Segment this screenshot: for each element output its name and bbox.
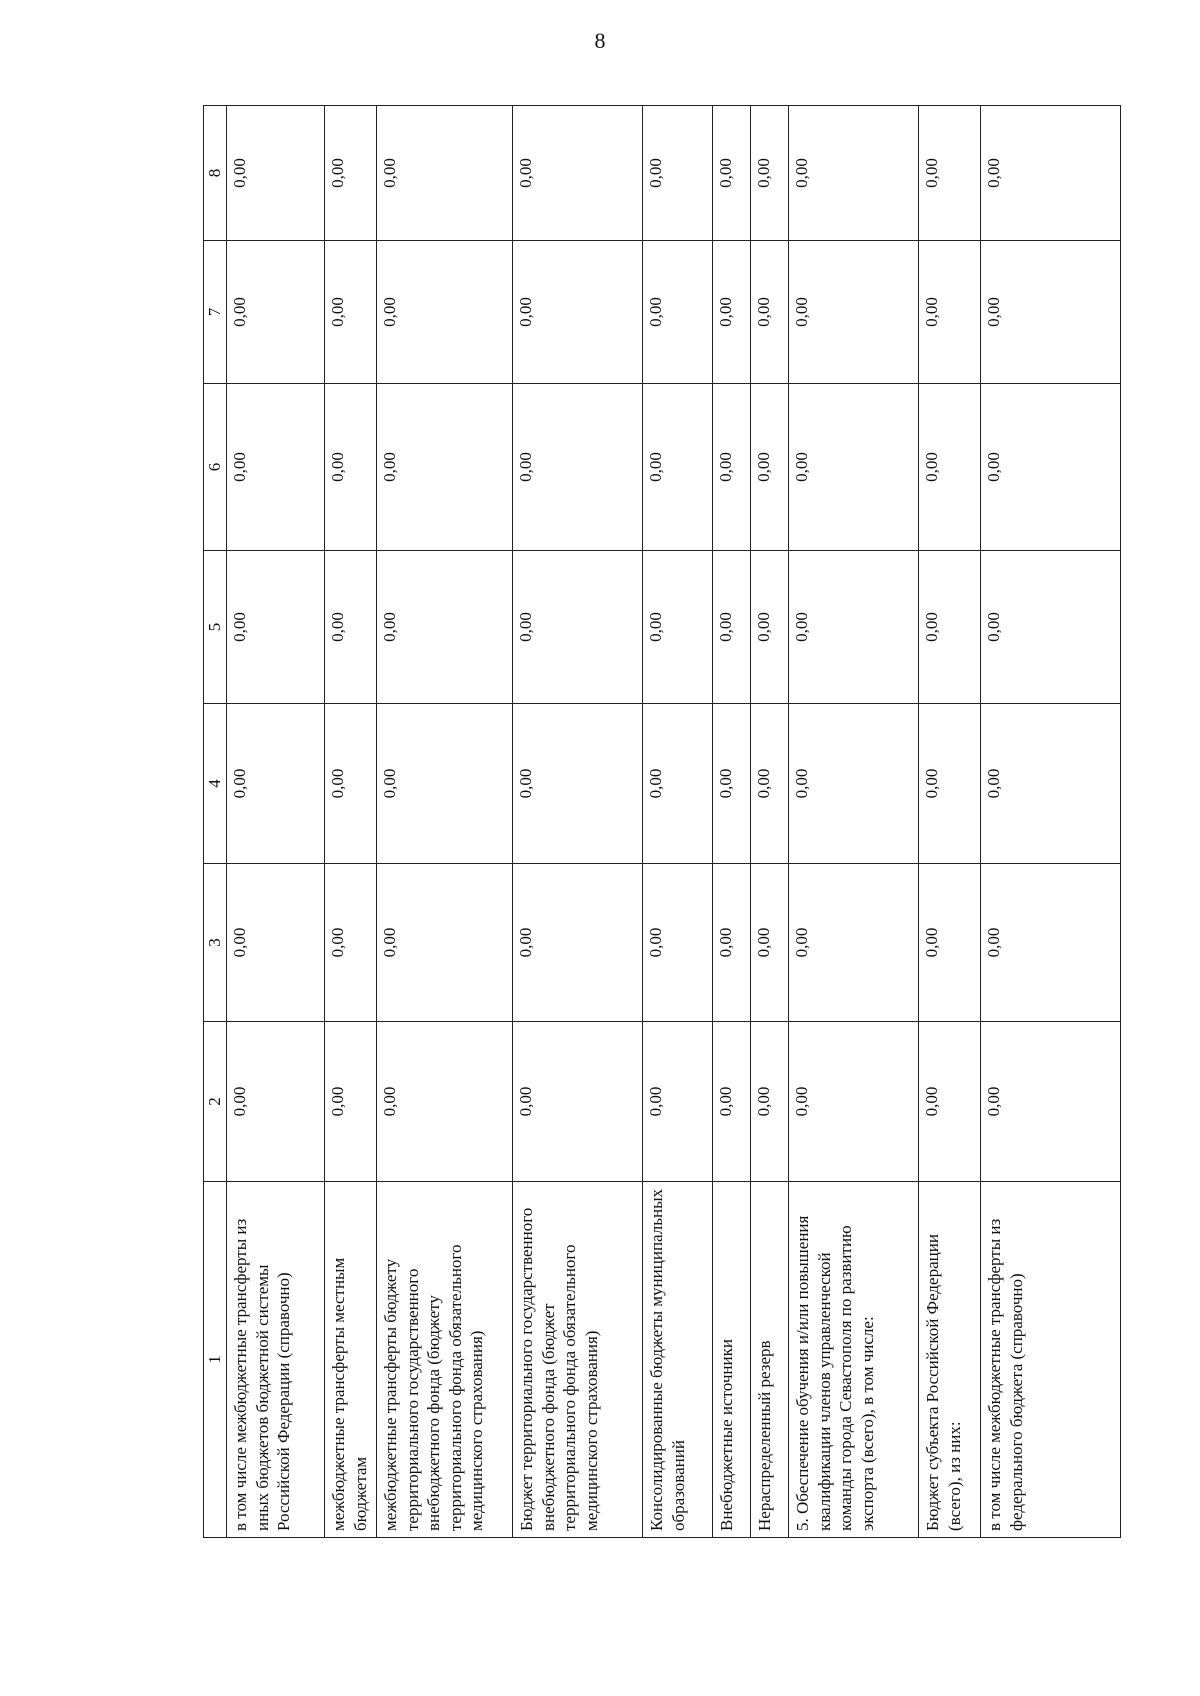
table-row [325, 106, 377, 1538]
cell-value: 0,00 [227, 704, 325, 864]
cell-value: 0,00 [751, 106, 789, 241]
cell-value: 0,00 [513, 106, 643, 241]
row-label: Внебюджетные источники [713, 1182, 751, 1538]
cell-value: 0,00 [751, 704, 789, 864]
cell-value: 0,00 [919, 704, 981, 864]
cell-value: 0,00 [919, 106, 981, 241]
row-label: межбюджетные трансферты бюджету территориального государственного внебюджетного фонда (бюджету территориального фонда обязательного медицинского страхования) [377, 1182, 513, 1538]
cell-value: 0,00 [713, 864, 751, 1022]
cell-value: 0,00 [513, 241, 643, 384]
row-label: Консолидированные бюджеты муниципальных образований [643, 1182, 713, 1538]
cell-value: 0,00 [751, 241, 789, 384]
cell-value: 0,00 [377, 1022, 513, 1182]
cell-value: 0,00 [713, 551, 751, 704]
cell-value: 0,00 [227, 551, 325, 704]
table-row [643, 106, 713, 1538]
cell-value: 0,00 [981, 106, 1121, 241]
row-label: межбюджетные трансферты местным бюджетам [325, 1182, 377, 1538]
cell-value: 0,00 [919, 864, 981, 1022]
cell-value: 0,00 [643, 551, 713, 704]
cell-value: 0,00 [643, 704, 713, 864]
cell-value: 0,00 [325, 551, 377, 704]
header-row [204, 106, 227, 1538]
cell-value: 0,00 [981, 384, 1121, 551]
cell-value: 0,00 [325, 704, 377, 864]
cell-value: 0,00 [789, 1022, 919, 1182]
cell-value: 0,00 [377, 106, 513, 241]
cell-value: 0,00 [325, 1022, 377, 1182]
page-number: 8 [594, 28, 606, 53]
row-label: Бюджет территориального государственного внебюджетного фонда (бюджет территориального фонда обязательного медицинского страхования) [513, 1182, 643, 1538]
table-row [919, 106, 981, 1538]
column-header: 5 [204, 551, 227, 704]
budget-table [203, 105, 1121, 1538]
cell-value: 0,00 [227, 384, 325, 551]
cell-value: 0,00 [751, 864, 789, 1022]
table-row [713, 106, 751, 1538]
cell-value: 0,00 [981, 864, 1121, 1022]
cell-value: 0,00 [377, 384, 513, 551]
cell-value: 0,00 [919, 551, 981, 704]
row-label: Бюджет субъекта Российской Федерации (всего), из них: [919, 1182, 981, 1538]
cell-value: 0,00 [789, 384, 919, 551]
cell-value: 0,00 [643, 241, 713, 384]
cell-value: 0,00 [789, 106, 919, 241]
cell-value: 0,00 [377, 551, 513, 704]
cell-value: 0,00 [751, 551, 789, 704]
cell-value: 0,00 [789, 241, 919, 384]
cell-value: 0,00 [377, 864, 513, 1022]
cell-value: 0,00 [981, 1022, 1121, 1182]
cell-value: 0,00 [789, 704, 919, 864]
cell-value: 0,00 [377, 704, 513, 864]
cell-value: 0,00 [981, 704, 1121, 864]
column-header: 4 [204, 704, 227, 864]
cell-value: 0,00 [751, 1022, 789, 1182]
cell-value: 0,00 [227, 241, 325, 384]
cell-value: 0,00 [713, 704, 751, 864]
cell-value: 0,00 [325, 106, 377, 241]
cell-value: 0,00 [513, 704, 643, 864]
row-label: Нераспределенный резерв [751, 1182, 789, 1538]
cell-value: 0,00 [713, 1022, 751, 1182]
cell-value: 0,00 [713, 106, 751, 241]
cell-value: 0,00 [643, 106, 713, 241]
cell-value: 0,00 [513, 384, 643, 551]
cell-value: 0,00 [751, 384, 789, 551]
column-header: 6 [204, 384, 227, 551]
cell-value: 0,00 [643, 384, 713, 551]
cell-value: 0,00 [227, 864, 325, 1022]
column-header: 2 [204, 1022, 227, 1182]
cell-value: 0,00 [325, 384, 377, 551]
column-header: 7 [204, 241, 227, 384]
cell-value: 0,00 [513, 551, 643, 704]
cell-value: 0,00 [325, 241, 377, 384]
row-label: в том числе межбюджетные трансферты из федерального бюджета (справочно) [981, 1182, 1121, 1538]
cell-value: 0,00 [713, 241, 751, 384]
cell-value: 0,00 [643, 864, 713, 1022]
column-header: 8 [204, 106, 227, 241]
table-row [227, 106, 325, 1538]
table-row [981, 106, 1121, 1538]
cell-value: 0,00 [981, 241, 1121, 384]
row-label: в том числе межбюджетные трансферты из иных бюджетов бюджетной системы Российской Федерации (справочно) [227, 1182, 325, 1538]
cell-value: 0,00 [919, 241, 981, 384]
cell-value: 0,00 [513, 864, 643, 1022]
column-header: 1 [204, 1182, 227, 1538]
cell-value: 0,00 [227, 1022, 325, 1182]
table-row [789, 106, 919, 1538]
cell-value: 0,00 [227, 106, 325, 241]
table-row [513, 106, 643, 1538]
cell-value: 0,00 [919, 1022, 981, 1182]
table-row [377, 106, 513, 1538]
cell-value: 0,00 [919, 384, 981, 551]
table-row [751, 106, 789, 1538]
cell-value: 0,00 [713, 384, 751, 551]
cell-value: 0,00 [513, 1022, 643, 1182]
cell-value: 0,00 [981, 551, 1121, 704]
cell-value: 0,00 [789, 864, 919, 1022]
cell-value: 0,00 [789, 551, 919, 704]
cell-value: 0,00 [325, 864, 377, 1022]
rotated-table-canvas [203, 106, 1121, 1538]
rotated-table-wrapper [203, 106, 1121, 1538]
cell-value: 0,00 [643, 1022, 713, 1182]
cell-value: 0,00 [377, 241, 513, 384]
column-header: 3 [204, 864, 227, 1022]
row-label: 5. Обеспечение обучения и/или повышения квалификации членов управленческой команды города Севастополя по развитию экспорта (всего), в том числе: [789, 1182, 919, 1538]
